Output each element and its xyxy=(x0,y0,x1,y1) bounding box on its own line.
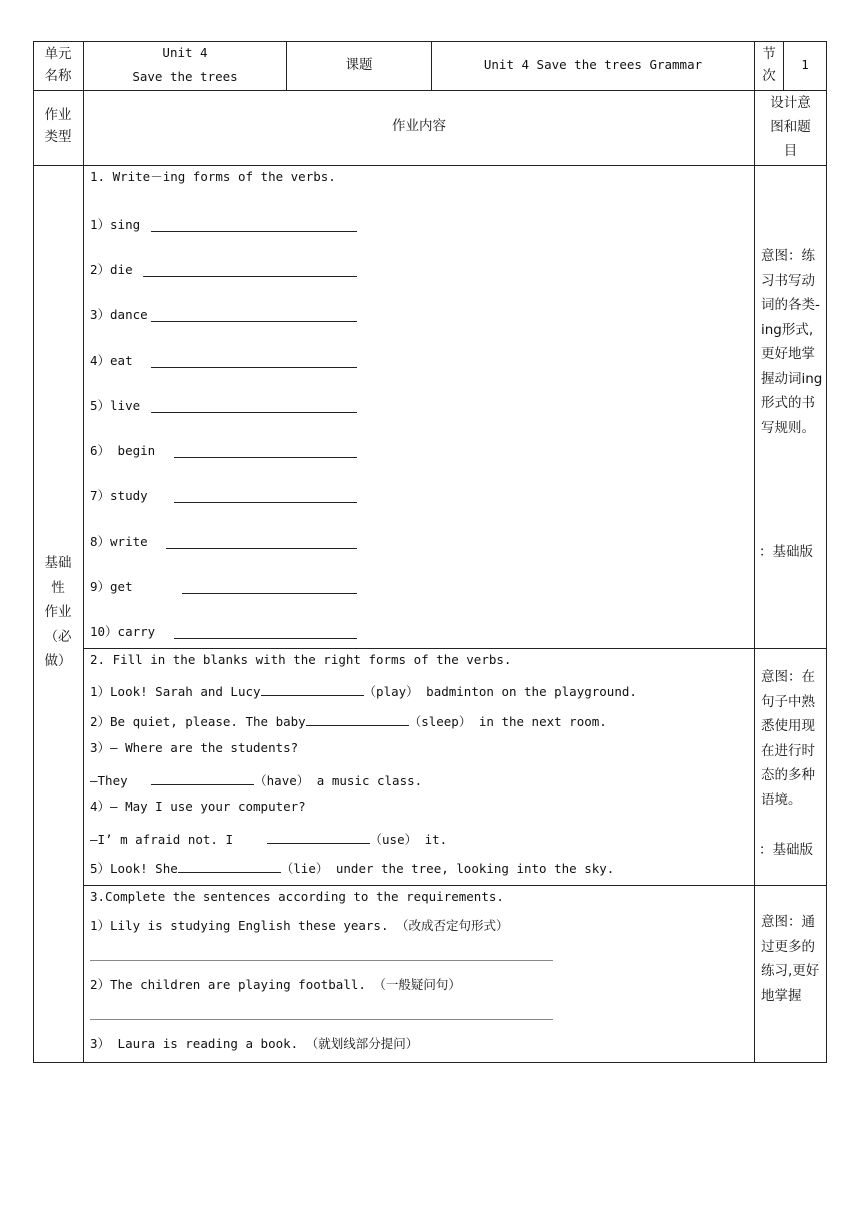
topic-label: 课题 xyxy=(345,57,373,73)
answer-blank[interactable] xyxy=(178,860,281,873)
verb-item: 10）carry xyxy=(90,624,156,639)
homework-content-label: 作业内容 xyxy=(392,118,446,134)
verb-item: 3）dance xyxy=(90,307,148,322)
period-value: 1 xyxy=(801,57,809,72)
fill-line: 1）Look! Sarah and Lucy （play） badminton on the playground. xyxy=(90,684,637,699)
verb-item: 4）eat xyxy=(90,353,133,368)
topic-value: Unit 4 Save the trees Grammar xyxy=(483,57,703,72)
verb-item: 6） begin xyxy=(90,443,156,458)
question-3: 3） Laura is reading a book. （就划线部分提问） xyxy=(90,1036,419,1051)
question-1: 1）Lily is studying English these years. （改成否定句形式） xyxy=(90,918,509,933)
answer-blank[interactable] xyxy=(151,231,357,232)
section2-title: 2. Fill in the blanks with the right forms of the verbs. xyxy=(90,652,512,667)
homework-category: 基础 性 作业 （必 做） xyxy=(44,555,72,669)
homework-type-label: 作业 类型 xyxy=(44,107,72,145)
section3-intent: 意图：通过更多的练习,更好地掌握 xyxy=(761,914,820,1004)
answer-blank[interactable] xyxy=(182,593,357,594)
section1-level: ：基础版 xyxy=(759,544,813,560)
unit-name-label: 单元 名称 xyxy=(44,46,72,84)
fill-line: 5）Look! She （lie） under the tree, looking into the sky. xyxy=(90,861,615,876)
fill-line: 3）— Where are the students? xyxy=(90,740,299,755)
answer-blank[interactable] xyxy=(151,412,357,413)
answer-blank[interactable] xyxy=(267,831,370,844)
verb-item: 5）live xyxy=(90,398,141,413)
answer-blank[interactable] xyxy=(166,548,357,549)
section1-intent: 意图：练习书写动词的各类-ing形式,更好地掌握动词ing形式的书写规则。 xyxy=(761,248,823,436)
verb-item: 1）sing xyxy=(90,217,141,232)
unit-title-line2: Save the trees xyxy=(132,69,238,84)
answer-blank[interactable] xyxy=(151,321,357,322)
fill-line: —They （have） a music class. xyxy=(90,773,423,788)
verb-item: 2）die xyxy=(90,262,133,277)
fill-line: 2）Be quiet, please. The baby （sleep） in the next room. xyxy=(90,714,607,729)
answer-blank[interactable] xyxy=(151,772,254,785)
section2-intent: 意图：在句子中熟悉使用现在进行时态的多种语境。 xyxy=(761,669,815,808)
fill-line: —I’ m afraid not. I （use） it. xyxy=(90,832,448,847)
answer-blank[interactable] xyxy=(306,713,409,726)
verb-item: 7）study xyxy=(90,488,148,503)
answer-blank[interactable] xyxy=(174,502,357,503)
answer-line[interactable] xyxy=(90,1019,553,1020)
answer-blank[interactable] xyxy=(151,367,357,368)
answer-blank[interactable] xyxy=(174,457,357,458)
section2-level: ：基础版 xyxy=(759,842,813,858)
answer-blank[interactable] xyxy=(143,276,357,277)
design-intent-label: 设计意 图和题 目 xyxy=(770,95,811,159)
section1-title: 1. Write－ing forms of the verbs. xyxy=(90,169,336,184)
answer-blank[interactable] xyxy=(261,683,364,696)
answer-line[interactable] xyxy=(90,960,553,961)
verb-item: 8）write xyxy=(90,534,148,549)
verb-item: 9）get xyxy=(90,579,133,594)
section3-title: 3.Complete the sentences according to the requirements. xyxy=(90,889,504,904)
unit-title-line1: Unit 4 xyxy=(162,45,208,60)
question-2: 2）The children are playing football. （一般疑问句） xyxy=(90,977,461,992)
answer-blank[interactable] xyxy=(174,638,357,639)
period-label: 节 次 xyxy=(762,46,776,84)
fill-line: 4）— May I use your computer? xyxy=(90,799,306,814)
